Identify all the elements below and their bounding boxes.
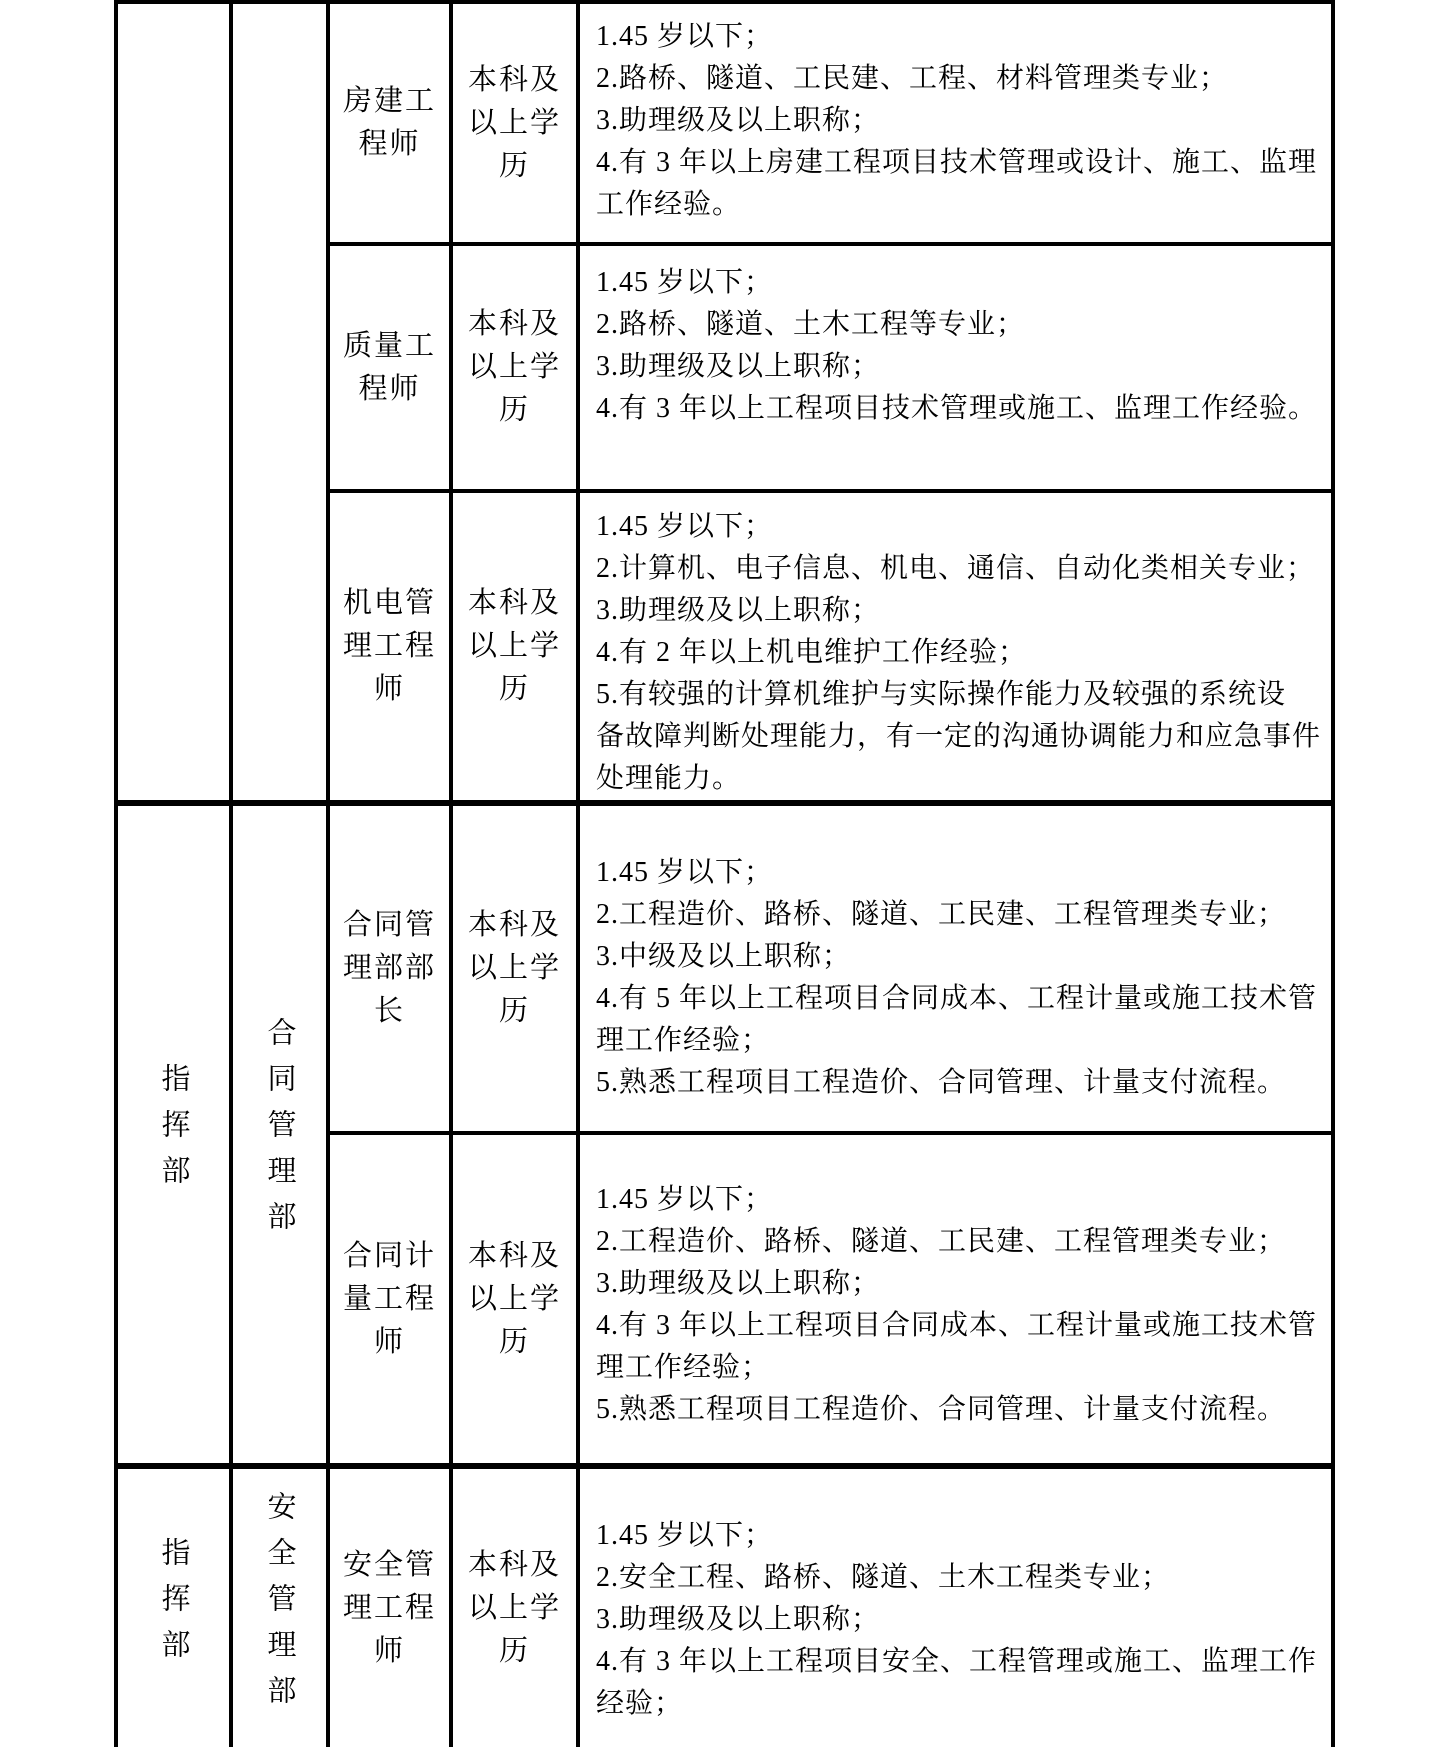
requirement-line: 4.有 2 年以上机电维护工作经验； <box>596 637 1028 668</box>
position-cell: 安全管理工程师 <box>328 1466 451 1747</box>
requirements-cell <box>578 1466 1333 1747</box>
requirement-line: 2.工程造价、路桥、隧道、工民建、工程管理类专业； <box>596 899 1287 930</box>
command-label: 指挥部 <box>157 1537 190 1675</box>
department-cell <box>231 803 328 1466</box>
table-row <box>116 803 1333 1133</box>
requirement-line: 备故障判断处理能力，有一定的沟通协调能力和应急事件 <box>596 721 1322 752</box>
requirement-line: 4.有 3 年以上工程项目技术管理或施工、监理工作经验。 <box>596 393 1318 424</box>
requirement-line: 5.熟悉工程项目工程造价、合同管理、计量支付流程。 <box>596 1394 1287 1425</box>
requirement-line: 2.路桥、隧道、工民建、工程、材料管理类专业； <box>596 63 1229 94</box>
requirement-line: 经验； <box>596 1688 684 1719</box>
department-cell <box>231 1466 328 1747</box>
recruitment-table <box>114 0 1335 1747</box>
requirement-line: 3.助理级及以上职称； <box>596 105 881 136</box>
requirements-cell <box>578 803 1333 1133</box>
requirement-line: 理工作经验； <box>596 1025 771 1056</box>
requirement-line: 2.安全工程、路桥、隧道、土木工程类专业； <box>596 1562 1171 1593</box>
education-cell: 本科及以上学历 <box>451 1466 578 1747</box>
requirement-line: 4.有 3 年以上工程项目安全、工程管理或施工、监理工作 <box>596 1646 1318 1677</box>
requirement-line: 5.熟悉工程项目工程造价、合同管理、计量支付流程。 <box>596 1067 1287 1098</box>
requirement-line: 3.助理级及以上职称； <box>596 1268 881 1299</box>
requirement-line: 2.计算机、电子信息、机电、通信、自动化类相关专业； <box>596 553 1316 584</box>
requirement-line: 3.助理级及以上职称； <box>596 1604 881 1635</box>
requirement-line: 1.45 岁以下； <box>596 1184 774 1215</box>
requirement-line: 3.助理级及以上职称； <box>596 351 881 382</box>
command-cell <box>116 2 231 803</box>
education-cell: 本科及以上学历 <box>451 491 578 803</box>
department-label: 合同管理部 <box>263 1017 296 1247</box>
requirements-cell <box>578 1133 1333 1466</box>
education-cell: 本科及以上学历 <box>451 244 578 491</box>
requirements-cell <box>578 2 1333 244</box>
requirement-line: 工作经验。 <box>596 189 742 220</box>
requirement-line: 4.有 3 年以上房建工程项目技术管理或设计、施工、监理 <box>596 147 1318 178</box>
command-cell <box>116 803 231 1466</box>
education-cell: 本科及以上学历 <box>451 1133 578 1466</box>
requirements-cell <box>578 491 1333 803</box>
table-row <box>116 1466 1333 1747</box>
department-label: 安全管理部 <box>263 1491 296 1721</box>
requirement-line: 1.45 岁以下； <box>596 21 774 52</box>
requirement-line: 1.45 岁以下； <box>596 511 774 542</box>
department-cell <box>231 2 328 803</box>
requirement-line: 1.45 岁以下； <box>596 857 774 888</box>
requirements-cell <box>578 244 1333 491</box>
requirement-line: 3.中级及以上职称； <box>596 941 852 972</box>
position-cell: 质量工程师 <box>328 244 451 491</box>
document-table-region <box>114 0 1335 1747</box>
position-cell: 房建工程师 <box>328 2 451 244</box>
requirement-line: 1.45 岁以下； <box>596 1520 774 1551</box>
requirement-line: 1.45 岁以下； <box>596 267 774 298</box>
requirement-line: 5.有较强的计算机维护与实际操作能力及较强的系统设 <box>596 679 1287 710</box>
position-cell: 机电管理工程师 <box>328 491 451 803</box>
requirement-line: 理工作经验； <box>596 1352 771 1383</box>
command-label: 指挥部 <box>157 1063 190 1201</box>
position-cell: 合同管理部部长 <box>328 803 451 1133</box>
command-cell <box>116 1466 231 1747</box>
requirement-line: 处理能力。 <box>596 763 742 794</box>
education-cell: 本科及以上学历 <box>451 2 578 244</box>
table-row <box>116 2 1333 244</box>
education-cell: 本科及以上学历 <box>451 803 578 1133</box>
position-cell: 合同计量工程师 <box>328 1133 451 1466</box>
requirement-line: 2.工程造价、路桥、隧道、工民建、工程管理类专业； <box>596 1226 1287 1257</box>
requirement-line: 4.有 5 年以上工程项目合同成本、工程计量或施工技术管 <box>596 983 1318 1014</box>
requirement-line: 3.助理级及以上职称； <box>596 595 881 626</box>
requirement-line: 2.路桥、隧道、土木工程等专业； <box>596 309 1026 340</box>
requirement-line: 4.有 3 年以上工程项目合同成本、工程计量或施工技术管 <box>596 1310 1318 1341</box>
